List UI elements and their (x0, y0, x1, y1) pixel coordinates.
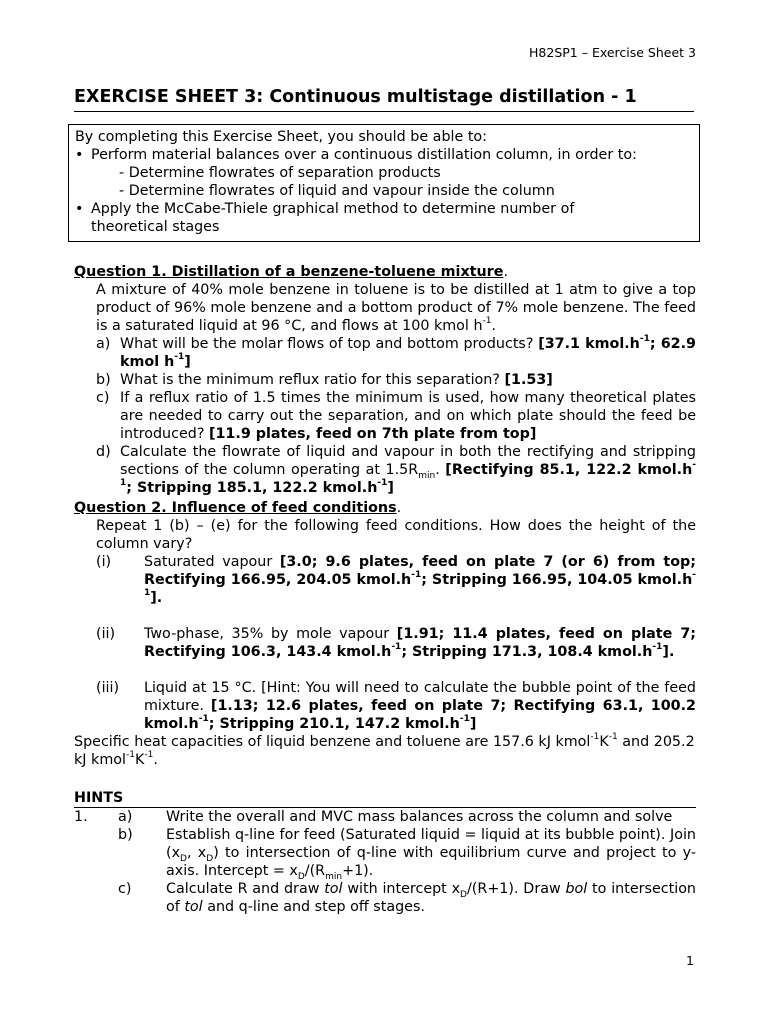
question-1-intro: A mixture of 40% mole benzene in toluene is to be distilled at 1 atm to give a top product of 96% mole benzene and a bottom product of 7% mole benzene. The feed is a saturated liquid at 96 °C, and flows at 100 kmol $h^{-1}$. (96, 282, 696, 334)
bullet-icon: • (75, 147, 84, 163)
question-2-i: (i) Saturated vapour [3.0; 9.6 plates, feed on plate 7 (or 6) from top; Rectifying 166.95, 204.05 $kmol.h^{-1}$; Stripping 166.95, 104.05 $kmol.h^{-1}$]. (96, 554, 697, 606)
question-1-heading: Question 1. Distillation of a benzene-toluene mixture. (74, 264, 508, 280)
objective-1b: - Determine flowrates of liquid and vapour inside the column (119, 183, 555, 199)
question-2-intro: Repeat 1 (b) – (e) for the following feed conditions. How does the height of the column vary? (96, 518, 696, 552)
objective-2-cont: theoretical stages (91, 219, 220, 235)
objective-2: • Apply the McCabe-Thiele graphical method to determine number of (75, 201, 575, 217)
hint-1c: c) Calculate R and draw tol with intercept $x_D/(R+1)$. Draw bol to intersection of tol and q-line and step off stages. (118, 881, 696, 915)
running-header: H82SP1 – Exercise Sheet 3 (529, 45, 696, 60)
question-2-heading: Question 2. Influence of feed conditions. (74, 500, 402, 516)
objective-1a: - Determine flowrates of separation products (119, 165, 441, 181)
page-title: EXERCISE SHEET 3: Continuous multistage distillation - 1 (74, 86, 694, 112)
question-1a: a) What will be the molar flows of top and bottom products? [37.1 $kmol.h^{-1}$; 62.9 kmol $h^{-1}$] (96, 334, 696, 370)
page-number: 1 (686, 953, 694, 968)
hint-1b: b) Establish q-line for feed (Saturated liquid = liquid at its bubble point). Join ($x_D$, $x_D$) to intersection of q-line with equilibrium curve and project to y-axis. Intercept = $x_D/(R_{min}+1)$. (118, 827, 696, 882)
question-2 (74, 499, 696, 769)
learning-objectives-box (68, 124, 700, 242)
hints-section (74, 789, 696, 916)
heat-capacity-note: Specific heat capacities of liquid benzene and toluene are 157.6 kJ $kmol^{-1}K^{-1}$ and 205.2 kJ $kmol^{-1}K^{-1}$. (74, 732, 695, 768)
hint-1a: 1. a) Write the overall and MVC mass balances across the column and solve (74, 809, 673, 825)
question-1c: c) If a reflux ratio of 1.5 times the minimum is used, how many theoretical plates are needed to carry out the separation, and on which plate should the feed be introduced? [11.9 plates, feed on 7th plate from top] (96, 390, 696, 442)
objective-1: • Perform material balances over a continuous distillation column, in order to: (75, 147, 637, 163)
objectives-intro: By completing this Exercise Sheet, you should be able to: (75, 129, 487, 145)
bullet-icon: • (75, 201, 84, 217)
question-1 (74, 263, 696, 497)
question-2-ii: (ii) Two-phase, 35% by mole vapour [1.91; 11.4 plates, feed on plate 7; Rectifying 106.3, 143.4 $kmol.h^{-1}$; Stripping 171.3, 108.4 $kmol.h^{-1}$]. (96, 626, 696, 660)
question-1b: b) What is the minimum reflux ratio for this separation? [1.53] (96, 372, 553, 388)
question-2-iii: (iii) Liquid at 15 °C. [Hint: You will need to calculate the bubble point of the feed mixture. [1.13; 12.6 plates, feed on plate 7; Rectifying 63.1, 100.2 $kmol.h^{-1}$; Stripping 210.1, 147.2 $kmol.h^{-1}$] (96, 680, 697, 732)
hints-heading: HINTS (74, 789, 696, 808)
question-1d: d) Calculate the flowrate of liquid and vapour in both the rectifying and stripping sections of the column operating at $1.5R_{min}$. [Rectifying 85.1, 122.2 $kmol.h^{-1}$; Stripping 185.1, 122.2 $kmol.h^{-1}$] (96, 444, 696, 496)
